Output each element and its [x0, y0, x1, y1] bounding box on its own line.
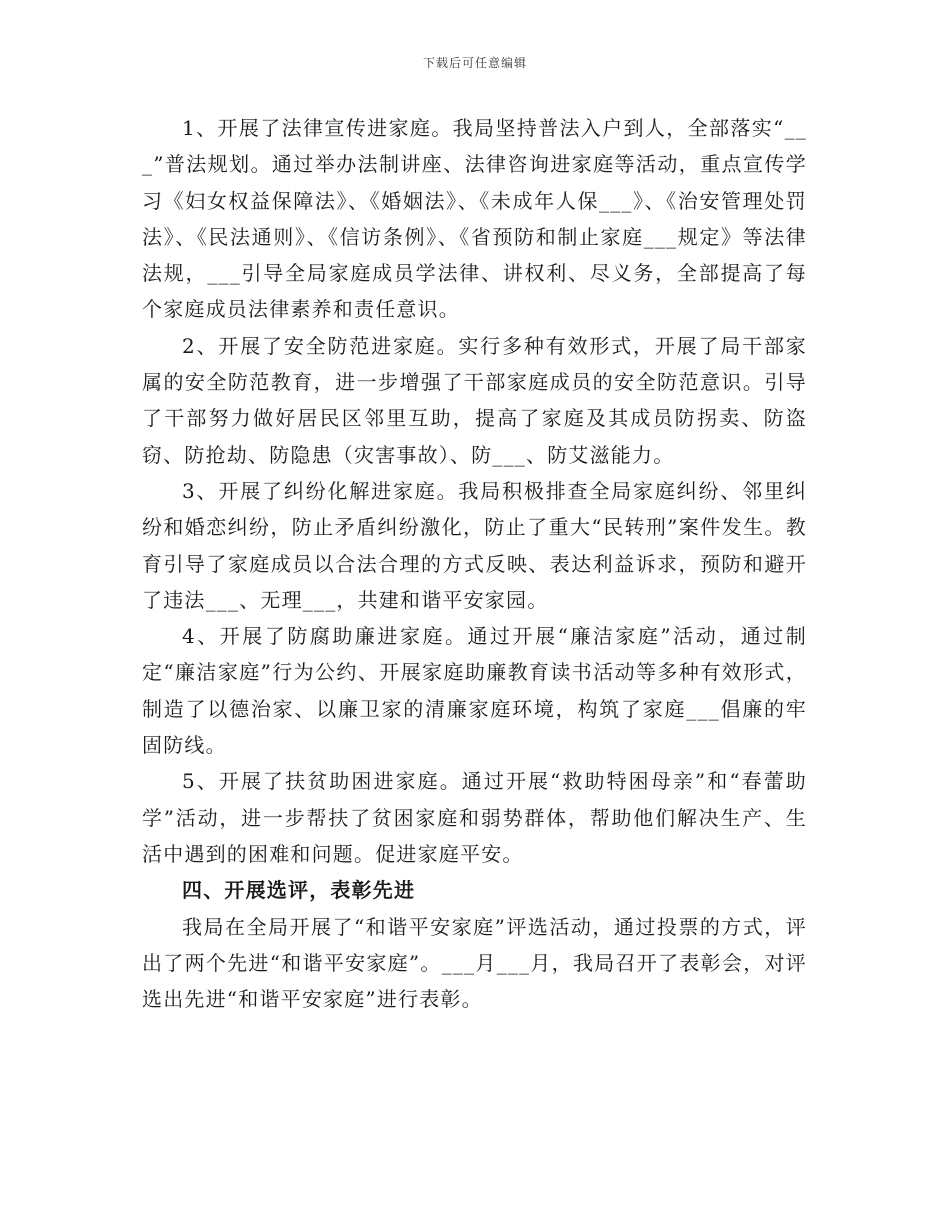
paragraph-dispute-resolution: 3、开展了纠纷化解进家庭。我局积极排查全局家庭纠纷、邻里纠纷和婚恋纠纷，防止矛盾纠纷激化，防止了重大“民转刑”案件发生。教育引导了家庭成员以合法合理的方式反映、表达利益诉求，预防和避开了违法___、无理___，共建和谐平安家园。: [142, 478, 807, 612]
paragraph-safety-prevention: 2、开展了安全防范进家庭。实行多种有效形式，开展了局干部家属的安全防范教育，进一步增强了干部家庭成员的安全防范意识。引导了干部努力做好居民区邻里互助，提高了家庭及其成员防拐卖、防盗窃、防抢劫、防隐患（灾害事故）、防___、防艾滋能力。: [142, 333, 807, 467]
paragraph-selection-commendation: 我局在全局开展了“和谐平安家庭”评选活动，通过投票的方式，评出了两个先进“和谐平安家庭”。___月___月，我局召开了表彰会，对评选出先进“和谐平安家庭”进行表彰。: [142, 914, 807, 1012]
page-header: 下载后可任意编辑: [422, 56, 527, 70]
section-heading: 四、开展选评，表彰先进: [182, 878, 416, 903]
paragraph-anti-corruption: 4、开展了防腐助廉进家庭。通过开展“廉洁家庭”活动，通过制定“廉洁家庭”行为公约、开展家庭助廉教育读书活动等多种有效形式，制造了以德治家、以廉卫家的清廉家庭环境，构筑了家庭___倡廉的牢固防线。: [142, 624, 807, 758]
paragraph-poverty-relief: 5、开展了扶贫助困进家庭。通过开展“救助特困母亲”和“春蕾助学”活动，进一步帮扶了贫困家庭和弱势群体，帮助他们解决生产、生活中遇到的困难和问题。促进家庭平安。: [142, 769, 807, 866]
document-body: [142, 110, 807, 1017]
paragraph-legal-publicity: 1、开展了法律宣传进家庭。我局坚持普法入户到人，全部落实“___”普法规划。通过举办法制讲座、法律咨询进家庭等活动，重点宣传学习《妇女权益保障法》、《婚姻法》、《未成年人保___》、《治安管理处罚法》、《民法通则》、《信访条例》、《省预防和制止家庭___规定》等法律法规，___引导全局家庭成员学法律、讲权利、尽义务，全部提高了每个家庭成员法律素养和责任意识。: [142, 116, 807, 322]
